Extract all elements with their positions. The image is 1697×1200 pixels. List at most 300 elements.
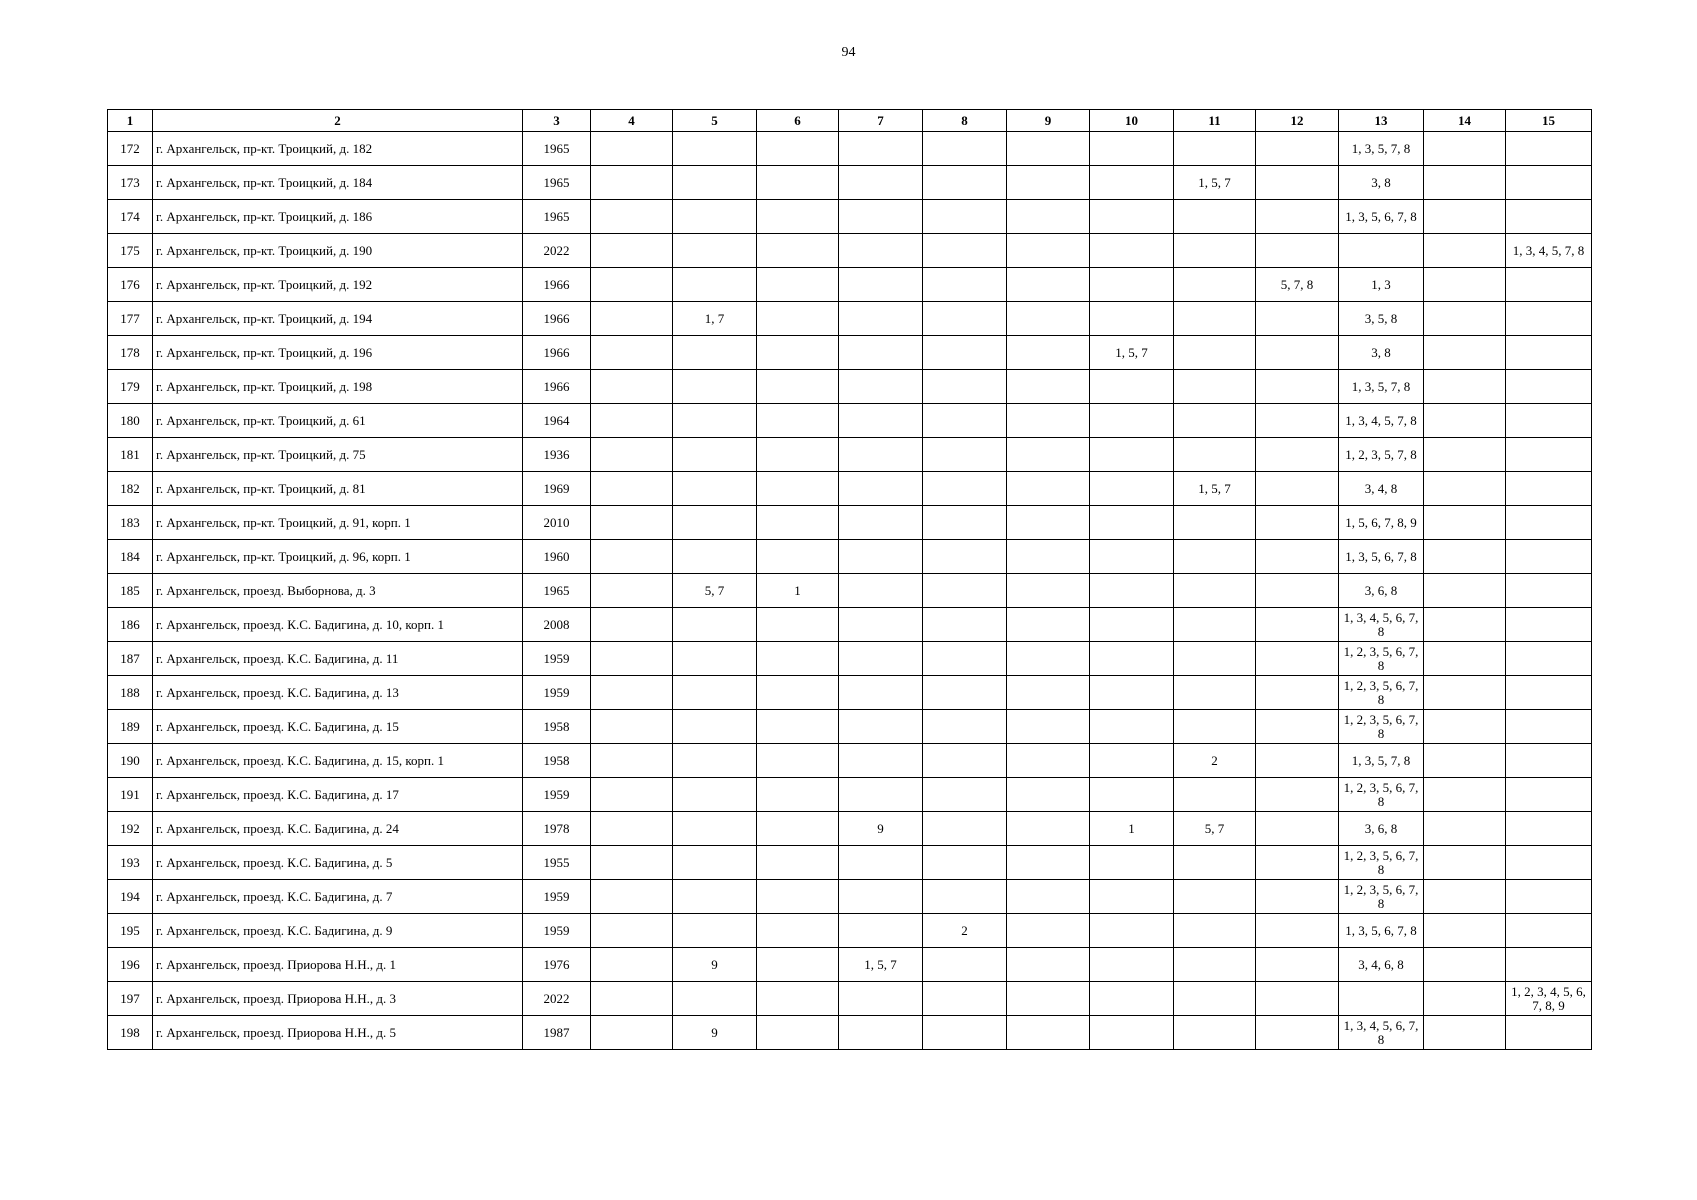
- table-cell: [1506, 540, 1592, 574]
- table-cell: [1174, 302, 1256, 336]
- table-cell: [673, 846, 757, 880]
- table-cell: [1506, 268, 1592, 302]
- table-cell: [1174, 200, 1256, 234]
- table-cell: [1256, 200, 1339, 234]
- table-cell: [1424, 336, 1506, 370]
- table-cell: [1090, 472, 1174, 506]
- table-cell: [1424, 540, 1506, 574]
- table-row: [108, 506, 1592, 540]
- table-cell: [1506, 608, 1592, 642]
- table-cell: [1424, 200, 1506, 234]
- table-cell: [591, 710, 673, 744]
- address-cell: г. Архангельск, пр-кт. Троицкий, д. 96, корп. 1: [153, 540, 523, 574]
- year-cell: 1965: [523, 166, 591, 200]
- table-cell: [757, 404, 839, 438]
- row-number: 191: [108, 778, 153, 812]
- table-cell: [1256, 608, 1339, 642]
- year-cell: 1978: [523, 812, 591, 846]
- table-cell: [839, 132, 923, 166]
- table-row: [108, 268, 1592, 302]
- table-cell: [1256, 574, 1339, 608]
- table-cell: [1506, 846, 1592, 880]
- table-cell: [1424, 880, 1506, 914]
- table-cell: 5, 7: [673, 574, 757, 608]
- table-row: [108, 166, 1592, 200]
- table-cell: [1090, 540, 1174, 574]
- table-cell: [1007, 540, 1090, 574]
- address-cell: г. Архангельск, проезд. К.С. Бадигина, д. 11: [153, 642, 523, 676]
- year-cell: 1959: [523, 676, 591, 710]
- table-cell: [591, 472, 673, 506]
- table-cell: 9: [673, 1016, 757, 1050]
- column-header-4: 4: [591, 110, 673, 132]
- table-cell: 1, 5, 7: [839, 948, 923, 982]
- address-cell: г. Архангельск, пр-кт. Троицкий, д. 75: [153, 438, 523, 472]
- table-cell: [1090, 574, 1174, 608]
- table-cell: [1174, 574, 1256, 608]
- table-row: [108, 744, 1592, 778]
- address-cell: г. Архангельск, пр-кт. Троицкий, д. 186: [153, 200, 523, 234]
- table-cell: [1174, 914, 1256, 948]
- table-row: [108, 1016, 1592, 1050]
- table-cell: [1339, 234, 1424, 268]
- table-cell: [1256, 472, 1339, 506]
- table-cell: 1, 5, 7: [1174, 166, 1256, 200]
- address-cell: г. Архангельск, пр-кт. Троицкий, д. 194: [153, 302, 523, 336]
- table-cell: [1424, 302, 1506, 336]
- table-cell: [1256, 914, 1339, 948]
- table-cell: [673, 200, 757, 234]
- table-cell: [1424, 710, 1506, 744]
- table-cell: [839, 200, 923, 234]
- row-number: 182: [108, 472, 153, 506]
- table-cell: 1, 3, 5, 7, 8: [1339, 744, 1424, 778]
- table-cell: [757, 132, 839, 166]
- table-cell: [1424, 812, 1506, 846]
- table-cell: 9: [673, 948, 757, 982]
- table-cell: 1, 3, 5, 7, 8: [1339, 370, 1424, 404]
- table-cell: [757, 472, 839, 506]
- table-cell: [839, 744, 923, 778]
- address-cell: г. Архангельск, пр-кт. Троицкий, д. 91, корп. 1: [153, 506, 523, 540]
- table-cell: [1007, 642, 1090, 676]
- table-cell: [673, 642, 757, 676]
- table-cell: [1424, 370, 1506, 404]
- address-cell: г. Архангельск, проезд. К.С. Бадигина, д. 15, корп. 1: [153, 744, 523, 778]
- table-cell: [923, 268, 1007, 302]
- row-number: 183: [108, 506, 153, 540]
- table-cell: [1007, 132, 1090, 166]
- table-cell: [1090, 166, 1174, 200]
- table-cell: [1256, 404, 1339, 438]
- table-cell: [923, 302, 1007, 336]
- table-cell: [1424, 404, 1506, 438]
- table-cell: [673, 166, 757, 200]
- table-row: [108, 302, 1592, 336]
- table-cell: [1174, 982, 1256, 1016]
- table-cell: [757, 778, 839, 812]
- address-cell: г. Архангельск, проезд. К.С. Бадигина, д. 5: [153, 846, 523, 880]
- column-header-8: 8: [923, 110, 1007, 132]
- table-cell: 1, 5, 7: [1090, 336, 1174, 370]
- table-cell: [839, 268, 923, 302]
- table-cell: [839, 540, 923, 574]
- year-cell: 1969: [523, 472, 591, 506]
- table-cell: [1256, 506, 1339, 540]
- table-cell: [1256, 132, 1339, 166]
- address-cell: г. Архангельск, проезд. К.С. Бадигина, д. 13: [153, 676, 523, 710]
- table-cell: 1: [757, 574, 839, 608]
- table-cell: [591, 914, 673, 948]
- table-cell: 2: [1174, 744, 1256, 778]
- table-cell: [1256, 880, 1339, 914]
- table-cell: [839, 1016, 923, 1050]
- year-cell: 2022: [523, 234, 591, 268]
- table-cell: [1424, 778, 1506, 812]
- table-cell: 1, 2, 3, 5, 6, 7, 8: [1339, 846, 1424, 880]
- table-cell: [839, 234, 923, 268]
- table-cell: [1506, 948, 1592, 982]
- table-cell: [1256, 744, 1339, 778]
- table-cell: [757, 234, 839, 268]
- table-cell: [923, 846, 1007, 880]
- table-cell: 1, 2, 3, 5, 6, 7, 8: [1339, 778, 1424, 812]
- table-cell: [1424, 744, 1506, 778]
- table-cell: [1256, 1016, 1339, 1050]
- table-cell: [1506, 132, 1592, 166]
- table-cell: 1, 3, 4, 5, 7, 8: [1339, 404, 1424, 438]
- table-cell: [757, 370, 839, 404]
- table-cell: 1, 3, 4, 5, 6, 7, 8: [1339, 608, 1424, 642]
- table-cell: [591, 166, 673, 200]
- address-cell: г. Архангельск, проезд. Приорова Н.Н., д. 3: [153, 982, 523, 1016]
- table-cell: [1090, 744, 1174, 778]
- table-cell: [1256, 438, 1339, 472]
- table-cell: [673, 812, 757, 846]
- table-cell: [1424, 608, 1506, 642]
- table-cell: [1424, 166, 1506, 200]
- row-number: 190: [108, 744, 153, 778]
- table-cell: [839, 778, 923, 812]
- table-cell: [1090, 642, 1174, 676]
- year-cell: 1966: [523, 268, 591, 302]
- table-cell: [1007, 948, 1090, 982]
- table-cell: [1424, 846, 1506, 880]
- table-cell: [591, 608, 673, 642]
- table-cell: [923, 166, 1007, 200]
- table-cell: [923, 540, 1007, 574]
- table-cell: 3, 8: [1339, 166, 1424, 200]
- table-cell: [673, 336, 757, 370]
- table-header: [108, 110, 1592, 132]
- table-cell: [1007, 506, 1090, 540]
- table-cell: 1, 2, 3, 4, 5, 6, 7, 8, 9: [1506, 982, 1592, 1016]
- year-cell: 1958: [523, 744, 591, 778]
- table-cell: [1339, 982, 1424, 1016]
- address-cell: г. Архангельск, пр-кт. Троицкий, д. 192: [153, 268, 523, 302]
- row-number: 173: [108, 166, 153, 200]
- table-cell: [839, 438, 923, 472]
- row-number: 186: [108, 608, 153, 642]
- table-cell: [673, 676, 757, 710]
- table-cell: [1256, 676, 1339, 710]
- table-cell: [673, 404, 757, 438]
- row-number: 193: [108, 846, 153, 880]
- table-cell: [757, 540, 839, 574]
- table-cell: 1, 3: [1339, 268, 1424, 302]
- table-cell: [1007, 880, 1090, 914]
- table-cell: [1256, 778, 1339, 812]
- table-cell: [1256, 846, 1339, 880]
- table-cell: [1506, 404, 1592, 438]
- table-cell: [1090, 370, 1174, 404]
- table-cell: [1506, 642, 1592, 676]
- row-number: 194: [108, 880, 153, 914]
- table-cell: [1007, 574, 1090, 608]
- table-cell: [1174, 268, 1256, 302]
- table-cell: [1174, 608, 1256, 642]
- address-cell: г. Архангельск, проезд. К.С. Бадигина, д. 9: [153, 914, 523, 948]
- table-cell: [1090, 234, 1174, 268]
- table-cell: [1506, 778, 1592, 812]
- table-cell: [839, 404, 923, 438]
- table-cell: 1, 3, 5, 6, 7, 8: [1339, 914, 1424, 948]
- table-cell: [839, 880, 923, 914]
- year-cell: 1964: [523, 404, 591, 438]
- row-number: 187: [108, 642, 153, 676]
- year-cell: 1955: [523, 846, 591, 880]
- row-number: 174: [108, 200, 153, 234]
- table-row: [108, 608, 1592, 642]
- row-number: 181: [108, 438, 153, 472]
- table-cell: [1256, 540, 1339, 574]
- table-cell: [839, 472, 923, 506]
- table-cell: 2: [923, 914, 1007, 948]
- column-header-15: 15: [1506, 110, 1592, 132]
- table-cell: 1, 3, 5, 6, 7, 8: [1339, 200, 1424, 234]
- column-header-12: 12: [1256, 110, 1339, 132]
- table-cell: [1007, 234, 1090, 268]
- table-cell: [1506, 506, 1592, 540]
- table-cell: [591, 812, 673, 846]
- table-cell: [1506, 302, 1592, 336]
- table-cell: [1174, 676, 1256, 710]
- table-cell: [1090, 268, 1174, 302]
- table-cell: [757, 302, 839, 336]
- table-row: [108, 336, 1592, 370]
- table-cell: 1, 3, 5, 7, 8: [1339, 132, 1424, 166]
- table-cell: [1007, 778, 1090, 812]
- table-cell: 3, 4, 6, 8: [1339, 948, 1424, 982]
- table-cell: [591, 948, 673, 982]
- table-cell: [1256, 234, 1339, 268]
- table-cell: [923, 778, 1007, 812]
- table-cell: [1007, 676, 1090, 710]
- table-cell: [1424, 472, 1506, 506]
- table-cell: [839, 574, 923, 608]
- table-cell: 1, 3, 5, 6, 7, 8: [1339, 540, 1424, 574]
- row-number: 178: [108, 336, 153, 370]
- table-cell: [673, 914, 757, 948]
- table-row: [108, 200, 1592, 234]
- table-cell: 1, 2, 3, 5, 6, 7, 8: [1339, 710, 1424, 744]
- column-header-1: 1: [108, 110, 153, 132]
- table-cell: [1090, 914, 1174, 948]
- table-cell: [757, 948, 839, 982]
- table-cell: [1007, 438, 1090, 472]
- year-cell: 2022: [523, 982, 591, 1016]
- address-cell: г. Архангельск, пр-кт. Троицкий, д. 198: [153, 370, 523, 404]
- row-number: 175: [108, 234, 153, 268]
- row-number: 184: [108, 540, 153, 574]
- table-cell: [1007, 268, 1090, 302]
- address-cell: г. Архангельск, пр-кт. Троицкий, д. 190: [153, 234, 523, 268]
- year-cell: 1936: [523, 438, 591, 472]
- table-cell: [1174, 948, 1256, 982]
- address-cell: г. Архангельск, проезд. К.С. Бадигина, д. 7: [153, 880, 523, 914]
- table-cell: [1424, 506, 1506, 540]
- table-cell: [757, 982, 839, 1016]
- table-cell: [923, 336, 1007, 370]
- table-cell: [923, 234, 1007, 268]
- table-cell: [1007, 336, 1090, 370]
- table-cell: [1424, 982, 1506, 1016]
- table-cell: [1506, 336, 1592, 370]
- year-cell: 1960: [523, 540, 591, 574]
- row-number: 198: [108, 1016, 153, 1050]
- address-cell: г. Архангельск, пр-кт. Троицкий, д. 182: [153, 132, 523, 166]
- year-cell: 2008: [523, 608, 591, 642]
- table-cell: [923, 506, 1007, 540]
- table-cell: [1007, 812, 1090, 846]
- table-cell: [1506, 710, 1592, 744]
- table-cell: [1090, 710, 1174, 744]
- year-cell: 1965: [523, 574, 591, 608]
- address-cell: г. Архангельск, проезд. Выборнова, д. 3: [153, 574, 523, 608]
- table-cell: 1, 5, 6, 7, 8, 9: [1339, 506, 1424, 540]
- table-cell: [1174, 540, 1256, 574]
- table-cell: [1424, 948, 1506, 982]
- table-cell: [923, 1016, 1007, 1050]
- row-number: 172: [108, 132, 153, 166]
- row-number: 197: [108, 982, 153, 1016]
- table-cell: [1007, 914, 1090, 948]
- row-number: 195: [108, 914, 153, 948]
- table-cell: [1506, 574, 1592, 608]
- table-cell: [839, 302, 923, 336]
- table-row: [108, 982, 1592, 1016]
- table-cell: [1174, 370, 1256, 404]
- table-cell: [673, 982, 757, 1016]
- table-cell: [1506, 880, 1592, 914]
- table-row: [108, 370, 1592, 404]
- table-cell: [923, 370, 1007, 404]
- column-header-3: 3: [523, 110, 591, 132]
- table-cell: [673, 744, 757, 778]
- table-cell: [1007, 200, 1090, 234]
- table-cell: [1174, 1016, 1256, 1050]
- table-cell: [1506, 914, 1592, 948]
- year-cell: 1959: [523, 880, 591, 914]
- table-cell: [1174, 404, 1256, 438]
- table-cell: [1007, 710, 1090, 744]
- row-number: 180: [108, 404, 153, 438]
- table-cell: [923, 948, 1007, 982]
- table-cell: 3, 4, 8: [1339, 472, 1424, 506]
- year-cell: 1987: [523, 1016, 591, 1050]
- table-cell: [757, 812, 839, 846]
- table-cell: [757, 642, 839, 676]
- table-cell: [1424, 1016, 1506, 1050]
- column-header-10: 10: [1090, 110, 1174, 132]
- table-cell: [1090, 132, 1174, 166]
- table-cell: 3, 5, 8: [1339, 302, 1424, 336]
- table-cell: [923, 438, 1007, 472]
- table-cell: [591, 540, 673, 574]
- table-cell: [757, 744, 839, 778]
- table-row: [108, 676, 1592, 710]
- table-cell: 5, 7: [1174, 812, 1256, 846]
- table-cell: [673, 268, 757, 302]
- table-cell: [1090, 982, 1174, 1016]
- table-cell: [1424, 676, 1506, 710]
- table-cell: 1, 2, 3, 5, 6, 7, 8: [1339, 676, 1424, 710]
- table-cell: [591, 744, 673, 778]
- table-cell: [1506, 812, 1592, 846]
- table-cell: 1: [1090, 812, 1174, 846]
- table-cell: [1424, 268, 1506, 302]
- row-number: 177: [108, 302, 153, 336]
- table-cell: [1090, 200, 1174, 234]
- table-cell: [673, 234, 757, 268]
- address-cell: г. Архангельск, проезд. К.С. Бадигина, д. 17: [153, 778, 523, 812]
- table-cell: [757, 268, 839, 302]
- table-cell: [923, 574, 1007, 608]
- table-cell: [923, 642, 1007, 676]
- table-cell: [1506, 744, 1592, 778]
- table-cell: [923, 472, 1007, 506]
- table-cell: [673, 472, 757, 506]
- table-cell: [1007, 608, 1090, 642]
- table-cell: [1174, 778, 1256, 812]
- table-cell: 1, 2, 3, 5, 6, 7, 8: [1339, 880, 1424, 914]
- table-cell: [591, 200, 673, 234]
- address-cell: г. Архангельск, проезд. К.С. Бадигина, д. 15: [153, 710, 523, 744]
- table-cell: [591, 778, 673, 812]
- table-cell: [591, 1016, 673, 1050]
- table-cell: [673, 608, 757, 642]
- table-cell: [1090, 438, 1174, 472]
- table-row: [108, 880, 1592, 914]
- table-cell: [591, 982, 673, 1016]
- year-cell: 2010: [523, 506, 591, 540]
- table-cell: 1, 3, 4, 5, 6, 7, 8: [1339, 1016, 1424, 1050]
- table-cell: [757, 880, 839, 914]
- table-cell: [591, 880, 673, 914]
- year-cell: 1966: [523, 336, 591, 370]
- table-cell: [1090, 1016, 1174, 1050]
- table-cell: [923, 608, 1007, 642]
- table-cell: [1090, 846, 1174, 880]
- table-cell: [923, 982, 1007, 1016]
- table-cell: [591, 404, 673, 438]
- table-cell: [1090, 506, 1174, 540]
- address-cell: г. Архангельск, пр-кт. Троицкий, д. 61: [153, 404, 523, 438]
- table-cell: [923, 404, 1007, 438]
- table-cell: [757, 846, 839, 880]
- address-cell: г. Архангельск, проезд. К.С. Бадигина, д. 10, корп. 1: [153, 608, 523, 642]
- table-cell: [673, 710, 757, 744]
